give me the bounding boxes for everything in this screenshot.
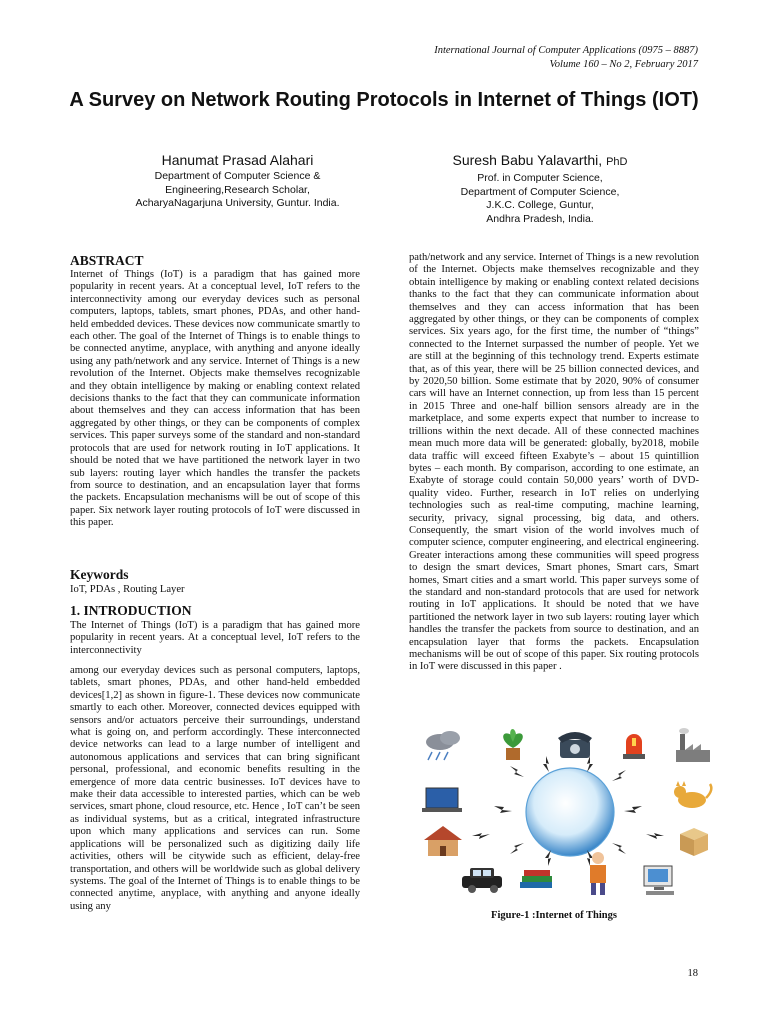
paper-title: A Survey on Network Routing Protocols in Internet of Things (IOT): [69, 89, 699, 111]
author-1-affiliation-line: Department of Computer Science &: [154, 170, 321, 182]
plant-icon: [503, 729, 523, 760]
author-2-name-line: [395, 150, 685, 172]
author-2: [395, 150, 685, 226]
person-icon: [590, 852, 606, 895]
car-icon: [462, 868, 502, 893]
author-1-affiliation-line: Engineering,Research Scholar,: [165, 183, 310, 196]
keywords-body: [70, 584, 360, 596]
author-2-affiliation-line: J.K.C. College, Guntur,: [486, 199, 594, 211]
keywords-heading: Keywords: [70, 567, 129, 582]
laptop-icon: [422, 788, 462, 812]
siren-icon: [623, 734, 645, 759]
intro-para-1-text: The Internet of Things (IoT) is a paradigm that has gained more popularity in recent years. At a conceptual level, IoT refers to the interconnectivity: [70, 620, 360, 656]
intro-para-1: [70, 620, 360, 657]
cat-icon: [674, 781, 711, 808]
intro-continued: [409, 252, 699, 674]
box-icon: [680, 828, 708, 856]
iot-figure: [418, 726, 718, 904]
volume-info: Volume 160 – No 2, February 2017: [549, 59, 698, 70]
intro-continued-text: path/network and any service. Internet of Things is a new revolution of the Internet. Objects make themselves recognizable and they obtain intelligence by making or enabling context related decisions thanks to the fact that they can communicate information about themselves and they can access information that has been aggregated by other things, or they can be components of complex services. Six years ago, for the first time, the number of “things” connected to the Internet surpassed the number of people. Yet we are still at the beginning of this technology trend. Experts estimate that, as of this year, there will be 25 billion connected devices, and by 2020,50 billion. Some estimate that by 2020, 90% of consumer cars will have an Internet connection, up from less than 15 percent in 2015 Three and one-half billion sensors already are in the marketplace, and some experts expect that number to increase to trillions within the next decade. All of these connected machines mean much more data will be generated: globally, by2018, mobile data traffic will exceed fifteen Exabyte’s – about 15 quintillion bytes – each month. By comparison, according to one estimate, an Exabyte of storage could contain 50,000 years’ worth of DVD-quality video. Further, research in IoT relies on underlying technologies such as real-time computing, machine learning, security, privacy, signal processing, big data, and others. Consequently, the smart vision of the world involves much of computer science, computer engineering, and electrical engineering. Greater interactions among these communities will speed progress to design the smart devices, Smart phones, Smart cars, Smart homes, Smart cities and a smart world. This paper surveys some of the standard and non-standard protocols that are used for network routing in IoT applications. It should be noted that we have partitioned the network layer in two sub layers: routing layer which handles the transfer the packets from source to destination, and an encapsulation layer that forms the packets. Encapsulation mechanisms will be out of scope of this paper. Six routing protocols in IoT were discussed in this paper .: [409, 252, 699, 673]
intro-para-2: [70, 665, 360, 913]
author-2-affiliation-line: Department of Computer Science,: [460, 185, 620, 198]
author-2-affiliation-line: Andhra Pradesh, India.: [486, 212, 594, 225]
abstract-text: Internet of Things (IoT) is a paradigm that has gained more popularity in recent years. At a conceptual level, IoT refers to the interconnectivity among our everyday devices such as personal computers, laptops, tablets, smart phones, PDAs, and other hand-held embedded devices. These devices now communicate smartly to each other. The goal of the Internet of Things is to enable things to be connected anytime, anyplace, with anything and anyone ideally using any path/network and any service. Internet of Things is a new revolution of the Internet. Objects make themselves recognizable and they obtain intelligence by making or enabling context related decisions thanks to the fact that they can communicate information about themselves and they can access information that has been aggregated by other things, or they can be components of complex services. This paper surveys some of the standard and non-standard protocols that are used for network routing in IoT applications. It should be noted that we have partitioned the network layer in two sub layers: routing layer which handles the transfer the packets from source to destination, and an encapsulation layer that forms the packets. Encapsulation mechanisms will be out of scope of this paper. Six network layer routing protocols of IoT were discussed in this paper.: [70, 269, 360, 529]
author-1-name: Hanumat Prasad Alahari: [161, 152, 314, 168]
page-number: 18: [687, 968, 698, 979]
desktop-computer-icon: [644, 866, 674, 895]
cloud-rain-icon: [426, 731, 460, 760]
factory-icon: [676, 728, 710, 762]
intro-para-2-text: among our everyday devices such as personal computers, laptops, tablets, smart phones, PDAs, and other hand-held embedded devices[1,2] as shown in figure-1. These devices now communicate smartly to each other. Moreover, connected devices equipped with sensors and/or actuators perceive their surroundings, understand what is going on, and perform accordingly. These interconnected device networks can lead to a large number of intelligent and autonomous applications and services that can bring significant personal, professional, and economic benefits resulting in the emergence of more data centric businesses. IoT devices have to make their data accessible to interested parties, which can be web services, smart phone, cloud resource, etc. Hence , IoT can’t be seen as individual systems, but as a critical, integrated infrastructure upon which many applications and services can run. Some applications will be personalized such as digitizing daily life activities, others will be citywide such as efficient, delay-free transportation, and others will be worldwide such as global delivery systems. The goal of the Internet of Things is to enable things to be connected anytime, anyplace, with anything and anyone ideally using any: [70, 665, 360, 912]
introduction-heading: 1. INTRODUCTION: [70, 603, 192, 618]
author-2-name: Suresh Babu Yalavarthi,: [452, 152, 603, 168]
author-2-affiliation-line: Prof. in Computer Science,: [477, 172, 603, 184]
journal-name: International Journal of Computer Applications (0975 – 8887): [434, 45, 698, 56]
abstract-heading: ABSTRACT: [70, 253, 144, 268]
keywords-text: IoT, PDAs , Routing Layer: [70, 584, 185, 595]
books-icon: [520, 870, 552, 888]
house-icon: [424, 826, 462, 856]
author-2-degree: PhD: [606, 156, 628, 168]
figure-caption: Figure-1 :Internet of Things: [491, 910, 617, 921]
author-1-affiliation-line: AcharyaNagarjuna University, Guntur. India.: [135, 197, 340, 209]
telephone-icon: [558, 732, 592, 758]
abstract-body: [70, 269, 360, 530]
author-1: [95, 150, 380, 211]
globe: [526, 768, 614, 856]
